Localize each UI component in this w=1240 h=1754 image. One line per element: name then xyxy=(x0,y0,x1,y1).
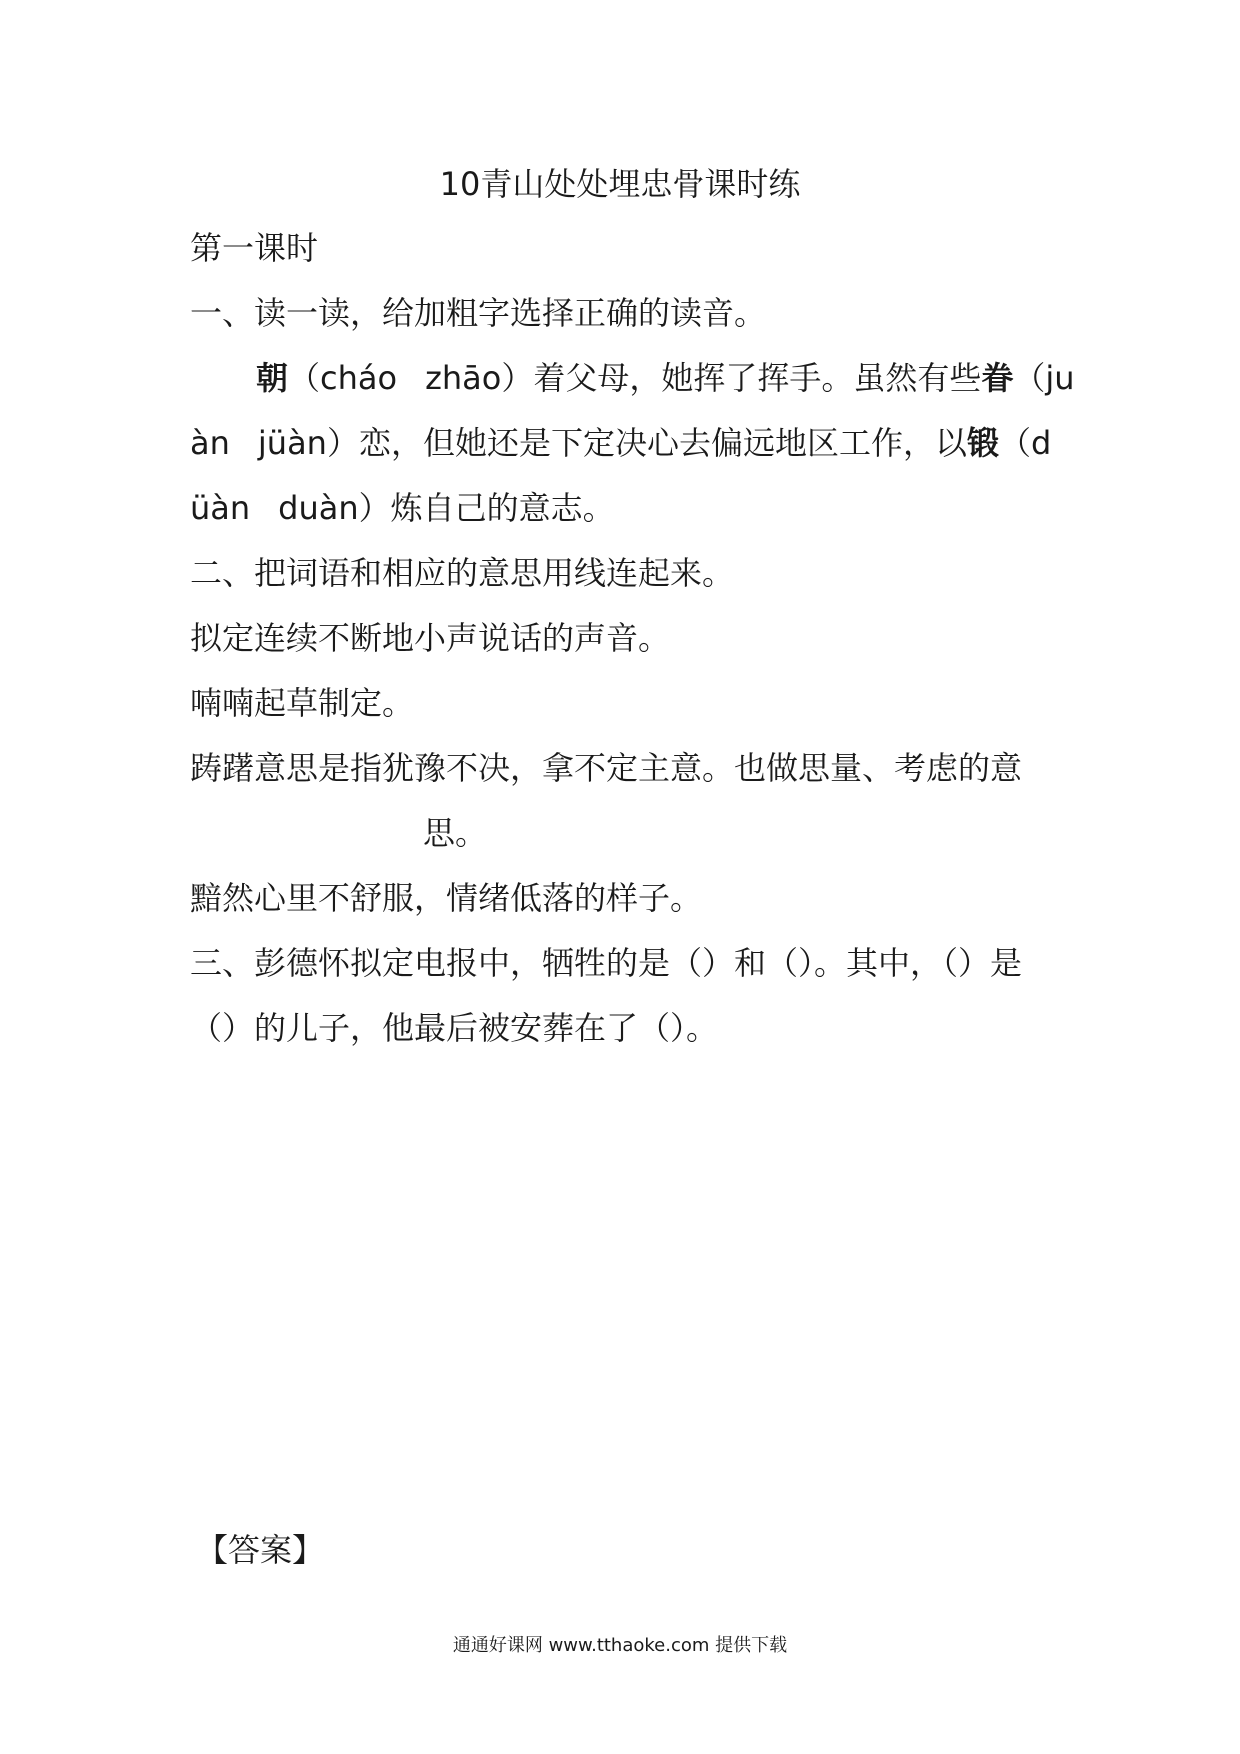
sentence-text: jüàn）恋，但她还是下定决心去偏远地区工作，以 xyxy=(257,424,967,462)
section1-line3 xyxy=(190,488,615,528)
section1-heading: 一、读一读，给加粗字选择正确的读音。 xyxy=(190,294,767,332)
match-row-continuation: 思。 xyxy=(423,814,488,852)
bold-char: 朝 xyxy=(256,359,289,397)
footer-text: 通通好课网 www.tthaoke.com 提供下载 xyxy=(452,1635,788,1656)
pinyin-text: （ju xyxy=(1013,359,1075,397)
section3-line1: 三、彭德怀拟定电报中，牺牲的是（）和（）。其中，（）是 xyxy=(190,944,1023,982)
match-row: 拟定连续不断地小声说话的声音。 xyxy=(190,619,671,657)
section2-heading: 二、把词语和相应的意思用线连起来。 xyxy=(190,554,735,592)
pinyin-text: （cháo xyxy=(288,359,398,397)
match-row: 踌躇意思是指犹豫不决，拿不定主意。也做思量、考虑的意 xyxy=(190,749,1023,787)
sentence-text: duàn）炼自己的意志。 xyxy=(278,489,615,527)
page-title: 10青山处处埋忠骨课时练 xyxy=(439,165,801,203)
section1-line2 xyxy=(190,423,1051,463)
section3-line2: （）的儿子，他最后被安葬在了（）。 xyxy=(190,1009,719,1047)
pinyin-text: üàn xyxy=(190,489,251,527)
sentence-text: zhāo）着父母，她挥了挥手。虽然有些 xyxy=(425,359,982,397)
bold-char: 眷 xyxy=(981,359,1014,397)
section1-line1 xyxy=(256,358,1075,398)
bold-char: 锻 xyxy=(966,424,999,462)
match-row: 喃喃起草制定。 xyxy=(190,684,415,722)
pinyin-text: àn xyxy=(190,424,230,462)
answer-label: 【答案】 xyxy=(196,1531,325,1569)
lesson-label: 第一课时 xyxy=(190,229,319,267)
match-row: 黯然心里不舒服，情绪低落的样子。 xyxy=(190,879,703,917)
pinyin-text: （d xyxy=(998,424,1052,462)
